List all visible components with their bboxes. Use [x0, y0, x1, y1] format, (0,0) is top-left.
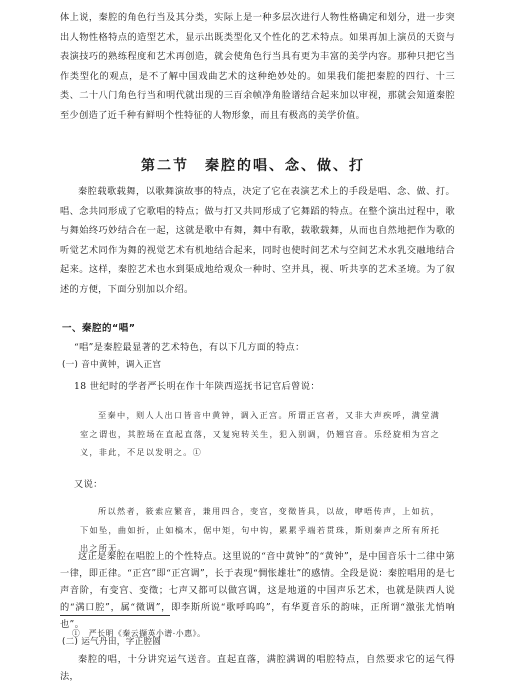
last-paragraph: 秦腔的唱，十分讲究运气送音。直起直落，满腔满调的唱腔特点，自然要求它的运气得法， — [60, 654, 455, 682]
section-intro-paragraph: 秦腔载歌载舞，以歌舞演故事的特点，决定了它在表演艺术上的手段是唱、念、做、打。唱、念共同形成了它歌唱的特点；做与打又共同形成了它舞蹈的特点。在整个演出过程中，歌与舞始终巧妙结合在一起，这就是歌中有舞，舞中有歌，载歌载舞，从而也自然地把作为歌的听觉艺术同作为舞的视觉艺术有机地结合起来，同时也使时间艺术与空间艺术水乳交融地结合起来。这样，秦腔艺术也水到渠成地给观众一种时、空并具，视、听共享的艺术圣境。为了叙述的方便，下面分别加以介绍。 — [60, 186, 455, 295]
section-title: 第二节 秦腔的唱、念、做、打 — [141, 158, 365, 174]
analysis-paragraph: 这正是秦腔在唱腔上的个性特点。这里说的“音中黄钟”的“黄钟”，是中国音乐十二律中第一律，即正律。“正宫”即“正宫调”，长于表现“惆怅雄壮”的感情。全段是说：秦腔唱用的是七声音阶，有变宫、变徵；七声又都可以做宫调，这是地道的中国声乐艺术，也就是陕西人说的“满口腔”，属“微调”，即李斯所说“歌呼呜呜”，有华夏音乐的韵味，正所谓“激张尤悄响也”。 — [60, 551, 455, 630]
yan-intro-line: 18 世纪时的学者严长明在作十年陕西巡抚书记官后曾说： — [74, 381, 320, 392]
quote-block-2: 所以然者，筱索应繁音，兼用四合，变宫，变徵皆具，以故，咿唔传声，上如抗，下如坠，曲如折，止如槁木，倨中矩，句中钩，累累乎端若贯珠，斯则秦声之所有所托出之所无。 — [80, 506, 440, 553]
footnote-rule — [60, 615, 170, 616]
heading-singing-description: “唱”是秦腔最显著的艺术特色，有以下几方面的特点： — [74, 342, 305, 353]
subheading-2: (二) 运气丹田，字正腔圆 — [62, 637, 162, 647]
footnote: ① 严长明《秦云撷英小谱·小惠》。 — [72, 629, 206, 638]
subheading-1: (一) 音中黄钟，调入正宫 — [62, 360, 162, 370]
you-shuo-label: 又说： — [74, 479, 103, 490]
intro-paragraph: 体上说，秦腔的角色行当及其分类，实际上是一种多层次进行人物性格确定和划分，进一步突出人物性格特点的造型艺术，显示出既类型化又个性化的艺术特点。如果再加上演员的天资与表演技巧的熟练程度和艺术再创造，就会使角色行当具有更为丰富的美学内容。那种只把它当作类型化的观点，是不了解中国戏曲艺术的这种绝妙处的。如果我们能把秦腔的四行、十三类、二十八门角色行当和明代就出现的三百余帧净角脸谱结合起来加以审视，那就会知道秦腔至少创造了近千种有鲜明个性特征的人物形象，而且有极高的美学价值。 — [60, 12, 455, 121]
quote-block-1: 至秦中，则人人出口皆音中黄钟，调入正宫。所谓正宫者，又非大声疾呼，满堂满室之谓也，其腔场在直起直落，又复宛转关生，犯入别调，仍翘宫音。乐经旋相为宫之义，非此，不足以发明之。① — [80, 410, 440, 457]
heading-singing: 一、秦腔的“唱” — [62, 323, 136, 334]
